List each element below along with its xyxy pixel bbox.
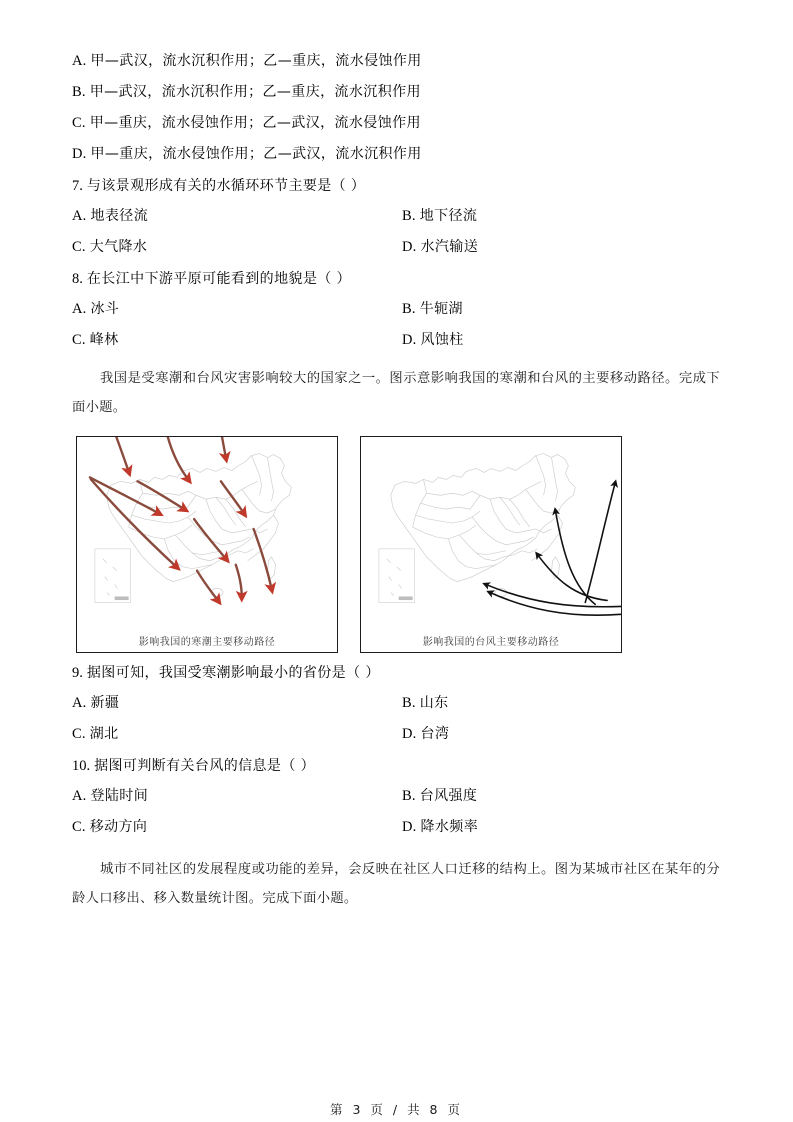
option-row	[72, 325, 720, 356]
question-stem: 在长江中下游平原可能看到的地貌是（ ）	[86, 271, 351, 287]
option-row	[72, 108, 720, 139]
question-9-stem-row	[72, 657, 720, 688]
question-9-block	[72, 657, 720, 750]
option-d[interactable]	[402, 812, 478, 843]
question-10-stem-row	[72, 750, 720, 781]
south-china-sea-inset	[95, 549, 131, 603]
option-letter: C.	[72, 239, 86, 255]
option-c[interactable]	[72, 325, 119, 356]
typhoon-map-svg	[361, 437, 621, 619]
option-row	[72, 232, 720, 263]
option-label: 台风强度	[419, 788, 478, 804]
figure-group-disaster-paths	[72, 436, 720, 657]
option-label: 水汽输送	[420, 239, 479, 255]
option-label: 甲—武汉，流水沉积作用；乙—重庆，流水沉积作用	[89, 84, 421, 100]
option-letter: D.	[402, 239, 417, 255]
option-letter: A.	[72, 53, 87, 69]
option-a[interactable]	[72, 201, 148, 232]
page-content	[72, 46, 720, 913]
option-letter: A.	[72, 788, 87, 804]
option-letter: C.	[72, 726, 86, 742]
question-10-block	[72, 750, 720, 843]
figure-caption: 影响我国的寒潮主要移动路径	[138, 637, 276, 648]
typhoon-map-canvas	[361, 437, 621, 619]
figure-coldwave-map	[76, 436, 338, 653]
question-8-block	[72, 263, 720, 356]
question6-options-block	[72, 46, 720, 170]
intro-paragraph-community: 城市不同社区的发展程度或功能的差异，会反映在社区人口迁移的结构上。图为某城市社区在某年的分龄人口移出、移入数量统计图。完成下面小题。	[72, 862, 720, 906]
question-8-stem-row	[72, 263, 720, 294]
option-letter: D.	[402, 332, 417, 348]
option-c[interactable]	[72, 719, 119, 750]
typhoon-arrows	[486, 483, 621, 615]
option-letter: B.	[402, 301, 416, 317]
option-a[interactable]	[72, 781, 148, 812]
option-label: 甲—重庆，流水侵蚀作用；乙—武汉，流水沉积作用	[90, 146, 422, 162]
coldwave-map-canvas	[77, 437, 337, 619]
option-row	[72, 781, 720, 812]
page-footer: 第 3 页 / 共 8 页	[330, 1102, 463, 1117]
question-stem: 与该景观形成有关的水循环环节主要是（ ）	[86, 178, 366, 194]
option-letter: B.	[402, 695, 416, 711]
intro-paragraph-disaster: 我国是受寒潮和台风灾害影响较大的国家之一。图示意影响我国的寒潮和台风的主要移动路径。完成下面小题。	[72, 371, 720, 415]
option-label: 甲—重庆，流水侵蚀作用；乙—武汉，流水侵蚀作用	[89, 115, 421, 131]
option-row	[72, 688, 720, 719]
option-label: 湖北	[89, 726, 119, 742]
option-label: 冰斗	[90, 301, 120, 317]
option-label: 峰林	[89, 332, 119, 348]
option-row	[72, 719, 720, 750]
question-7-stem-row	[72, 170, 720, 201]
option-letter: D.	[72, 146, 87, 162]
question-number: 7.	[72, 178, 83, 194]
question-stem: 据图可判断有关台风的信息是（ ）	[94, 758, 315, 774]
option-row	[72, 46, 720, 77]
question-number: 10.	[72, 758, 91, 774]
option-letter: D.	[402, 819, 417, 835]
option-label: 地下径流	[419, 208, 478, 224]
option-label: 风蚀柱	[420, 332, 464, 348]
option-b[interactable]	[402, 781, 477, 812]
figure-caption: 影响我国的台风主要移动路径	[422, 637, 560, 648]
option-d[interactable]	[402, 325, 464, 356]
option-letter: B.	[72, 84, 86, 100]
option-row	[72, 77, 720, 108]
option-a[interactable]	[72, 294, 119, 325]
option-c[interactable]	[72, 232, 147, 263]
option-label: 移动方向	[89, 819, 148, 835]
option-label: 新疆	[90, 695, 120, 711]
option-b[interactable]	[402, 201, 477, 232]
option-row	[72, 294, 720, 325]
option-letter: A.	[72, 695, 87, 711]
option-d[interactable]	[402, 719, 449, 750]
coldwave-map-svg	[77, 437, 337, 619]
option-c[interactable]	[72, 108, 421, 139]
option-label: 牛轭湖	[419, 301, 463, 317]
option-letter: C.	[72, 819, 86, 835]
question-number: 9.	[72, 665, 83, 681]
question-7-block	[72, 170, 720, 263]
option-row	[72, 201, 720, 232]
option-row	[72, 139, 720, 170]
option-label: 山东	[419, 695, 449, 711]
option-d[interactable]	[72, 139, 422, 170]
option-letter: B.	[402, 788, 416, 804]
option-label: 台湾	[420, 726, 450, 742]
figure-typhoon-map	[360, 436, 622, 653]
china-province-outlines	[391, 454, 576, 597]
option-label: 登陆时间	[90, 788, 149, 804]
option-b[interactable]	[402, 688, 449, 719]
option-letter: B.	[402, 208, 416, 224]
option-letter: C.	[72, 115, 86, 131]
option-letter: D.	[402, 726, 417, 742]
option-label: 降水频率	[420, 819, 479, 835]
option-b[interactable]	[72, 77, 421, 108]
option-a[interactable]	[72, 688, 119, 719]
option-label: 甲—武汉，流水沉积作用；乙—重庆，流水侵蚀作用	[90, 53, 422, 69]
option-d[interactable]	[402, 232, 478, 263]
question-number: 8.	[72, 271, 83, 287]
option-letter: A.	[72, 301, 87, 317]
option-letter: C.	[72, 332, 86, 348]
option-letter: A.	[72, 208, 87, 224]
option-label: 大气降水	[89, 239, 148, 255]
option-row	[72, 812, 720, 843]
option-a[interactable]	[72, 46, 422, 77]
option-label: 地表径流	[90, 208, 149, 224]
south-china-sea-inset	[379, 549, 415, 603]
option-c[interactable]	[72, 812, 147, 843]
option-b[interactable]	[402, 294, 463, 325]
question-stem: 据图可知，我国受寒潮影响最小的省份是（ ）	[86, 665, 380, 681]
